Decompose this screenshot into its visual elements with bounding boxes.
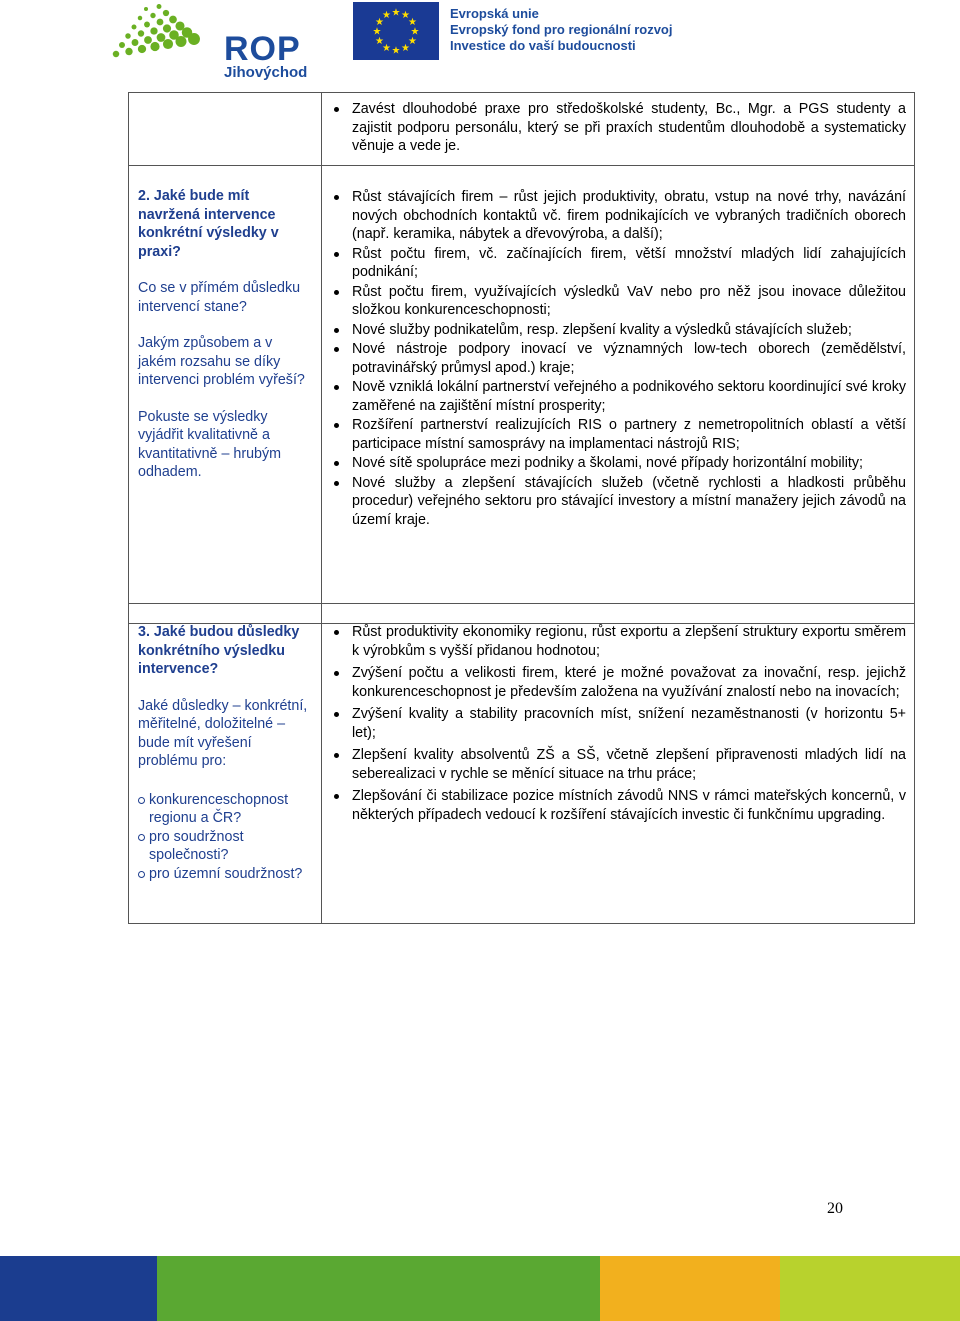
practice-cell <box>322 93 915 166</box>
logo-dot <box>144 36 152 44</box>
logo-dot <box>144 7 148 11</box>
list-item: Růst počtu firem, využívajících výsledků VaV nebo pro něž jsou inovace důležitou složkou konkurenceschopnosti; <box>334 283 906 320</box>
table-row <box>129 166 915 624</box>
rop-dots-icon <box>108 2 218 62</box>
list-item: konkurenceschopnost regionu a ČR? <box>138 791 311 828</box>
logo-dot <box>138 16 143 21</box>
question-2-cell <box>129 166 322 624</box>
eu-fund-text <box>450 6 672 54</box>
list-item: Růst stávajících firem – růst jejich produktivity, obratu, vstup na nové trhy, navázání nových obchodních kontaktů vč. firem podnikajících ve vybraných tradičních oborech (např. keramika, nábytek a dřevovýroba, a další); <box>334 188 906 244</box>
list-item: Zlepšení kvality absolventů ZŠ a SŠ, včetně zlepšení připravenosti mladých lidí na seberealizaci v rychle se měnící situace na trhu práce; <box>334 746 906 783</box>
logo-dot <box>169 16 177 24</box>
logo-dot <box>163 24 171 32</box>
eu-star-icon: ★ <box>407 36 417 47</box>
list-item: Nově vzniklá lokální partnerství veřejného a podnikového sektoru koordinující své kroky zaměřené na zajištění místní prosperity; <box>334 378 906 415</box>
list-item: Růst počtu firem, vč. začínajících firem, větší množství mladých lidí zahajujících podnikání; <box>334 245 906 282</box>
results-list <box>334 188 906 529</box>
logo-dot <box>132 39 139 46</box>
question-3-sub: Jaké důsledky – konkrétní, měřitelné, doložitelné – bude mít vyřešení problému pro: <box>138 697 308 769</box>
table-row <box>129 93 915 166</box>
footer-bar-blue <box>0 1256 157 1321</box>
page-number: 20 <box>827 1200 843 1217</box>
page-header <box>0 0 960 90</box>
eu-flag-icon <box>353 2 439 60</box>
logo-dot <box>144 22 150 28</box>
list-item: pro územní soudržnost? <box>138 865 311 884</box>
eu-text-line-1: Evropská unie <box>450 6 539 21</box>
list-item: Nové sítě spolupráce mezi podniky a školami, nové případy horizontální mobility; <box>334 454 906 473</box>
logo-dot <box>138 30 144 36</box>
question-3-cell <box>129 604 322 924</box>
list-item: Nové služby a zlepšení stávajících služeb (včetně rychlosti a hladkosti průběhu procedur) veřejného sektoru pro stávající investory a místní manažery jejich závodů na území kraje. <box>334 474 906 530</box>
footer-bar-green <box>157 1256 600 1321</box>
table-row <box>129 604 915 924</box>
logo-dot <box>125 48 132 55</box>
eu-star-icon: ★ <box>372 26 382 38</box>
eu-star-icon: ★ <box>401 42 410 54</box>
logo-dot <box>132 25 137 30</box>
eu-text-line-2: Evropský fond pro regionální rozvoj <box>450 22 673 37</box>
empty-left-cell <box>129 93 322 166</box>
logo-dot <box>169 30 179 40</box>
logo-dot <box>125 33 131 39</box>
logo-dot <box>157 4 162 9</box>
rop-logo-region: Jihovýchod <box>224 64 308 81</box>
practice-list <box>334 100 906 156</box>
intervention-table-2 <box>128 603 915 924</box>
logo-dot <box>175 21 184 30</box>
logo-dot <box>163 10 169 16</box>
question-3-heading: 3. Jaké budou důsledky konkrétního výsledku intervence? <box>138 624 300 677</box>
footer-bar-lime <box>780 1256 960 1321</box>
list-item: Růst produktivity ekonomiky regionu, růst exportu a zlepšení struktury exportu směrem k výrobkům s vyšší přidanou hodnotou; <box>334 623 906 660</box>
eu-star-icon: ★ <box>391 45 401 57</box>
eu-star-icon: ★ <box>382 10 391 22</box>
consequences-cell <box>322 604 915 924</box>
consequences-list <box>334 623 906 824</box>
logo-dot <box>163 39 173 49</box>
eu-star-icon: ★ <box>410 26 420 38</box>
logo-dot <box>138 45 146 53</box>
logo-dot <box>157 33 166 42</box>
question-3-list <box>138 791 311 884</box>
logo-dot <box>113 51 120 58</box>
eu-star-icon: ★ <box>375 17 385 28</box>
list-item: Zlepšování či stabilizace pozice místních závodů NNS v rámci mateřských koncernů, v některých případech vedoucí k rozšíření stávajících investic či funkčnímu upgrading. <box>334 787 906 824</box>
eu-text-line-3: Investice do vaší budoucnosti <box>450 38 636 53</box>
eu-star-icon: ★ <box>401 10 410 22</box>
logo-dot <box>119 42 125 48</box>
eu-star-icon: ★ <box>407 17 417 28</box>
question-2-sub-1: Co se v přímém důsledku intervencí stane? <box>138 280 301 315</box>
list-item: Nové služby podnikatelům, resp. zlepšení kvality a výsledků stávajících služeb; <box>334 321 906 340</box>
eu-star-icon: ★ <box>382 42 391 54</box>
question-2-heading: 2. Jaké bude mít navržená intervence konkrétní výsledky v praxi? <box>138 188 279 260</box>
logo-dot <box>150 27 157 34</box>
list-item: Rozšíření partnerství realizujících RIS o partnery z nemetropolitních oblastí a větší participace místní samosprávy na implamentaci nástrojů RIS; <box>334 416 906 453</box>
logo-dot <box>157 19 164 26</box>
logo-dot <box>150 42 159 51</box>
intervention-table-1 <box>128 92 915 624</box>
footer-bar-orange <box>600 1256 780 1321</box>
question-2-sub-3: Pokuste se výsledky vyjádřit kvalitativně a kvantitativně – hrubým odhadem. <box>138 408 282 480</box>
eu-star-icon: ★ <box>375 36 385 47</box>
list-item: Zvýšení kvality a stability pracovních míst, snížení nezaměstnanosti (v horizontu 5+ let); <box>334 705 906 742</box>
eu-stars-icon <box>353 2 439 60</box>
eu-star-icon: ★ <box>391 7 401 19</box>
rop-logo-name: ROP <box>224 30 301 68</box>
logo-dot <box>150 13 155 18</box>
results-cell <box>322 166 915 624</box>
footer-color-bar <box>0 1256 960 1321</box>
list-item: pro soudržnost společnosti? <box>138 828 311 865</box>
list-item: Nové nástroje podpory inovací ve významných low-tech oborech (zemědělství, potravinářský průmysl apod.) kraje; <box>334 340 906 377</box>
question-2-sub-2: Jakým způsobem a v jakém rozsahu se díky intervenci problém vyřeší? <box>138 335 305 388</box>
rop-jihovychod-logo <box>108 2 318 82</box>
list-item: Zvýšení počtu a velikosti firem, které je možné považovat za inovační, resp. jejichž konkurenceschopnost je především založena na využívání znalostí nebo na inovacích; <box>334 664 906 701</box>
list-item: Zavést dlouhodobé praxe pro středoškolské studenty, Bc., Mgr. a PGS studenty a zajistit podporu personálu, který se při praxích studentům dlouhodobě a systematicky věnuje a vede je. <box>334 100 906 156</box>
